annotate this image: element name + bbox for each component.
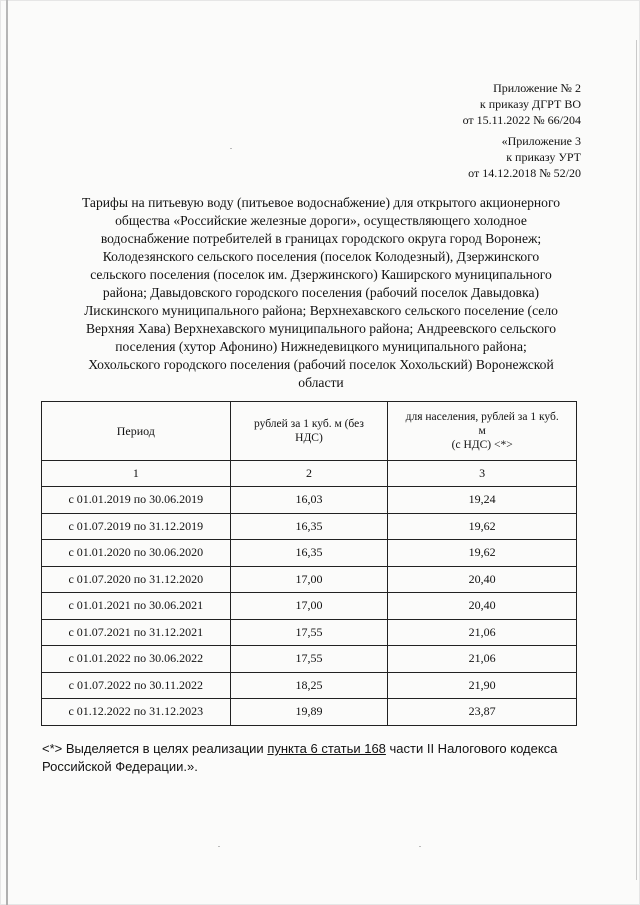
appendix-3-line: к приказу УРТ (506, 150, 581, 164)
header-incl-vat-line: м (478, 425, 486, 437)
table-header-row (42, 402, 577, 461)
scan-edge-right (636, 40, 637, 880)
table-row (42, 619, 577, 646)
appendix-2-line: Приложение № 2 (493, 81, 581, 95)
column-number: 1 (42, 461, 231, 487)
excl-vat-cell: 18,25 (230, 672, 388, 699)
header-incl-vat-line: (с НДС) <*> (451, 439, 513, 451)
incl-vat-cell: 19,24 (388, 487, 577, 514)
appendix-3-line: от 14.12.2018 № 52/20 (468, 166, 581, 180)
table-row (42, 593, 577, 620)
title-line: Лискинского муниципального района; Верхнехавского сельского поселение (село (84, 303, 558, 318)
incl-vat-cell: 23,87 (388, 699, 577, 726)
scan-edge-left (6, 0, 8, 905)
appendix-3-header (468, 133, 581, 181)
column-number: 2 (230, 461, 388, 487)
column-number: 3 (388, 461, 577, 487)
excl-vat-cell: 17,55 (230, 646, 388, 673)
title-line: района; Давыдовского городского поселения (рабочий поселок Давыдовка) (102, 285, 540, 300)
period-cell: с 01.01.2022 по 30.06.2022 (42, 646, 231, 673)
header-incl-vat-line: для населения, рублей за 1 куб. (405, 411, 559, 423)
incl-vat-cell: 21,90 (388, 672, 577, 699)
period-cell: с 01.07.2019 по 31.12.2019 (42, 513, 231, 540)
footnote-prefix: <*> Выделяется в целях реализации (42, 741, 268, 756)
title-line: области (298, 375, 344, 390)
period-cell: с 01.01.2020 по 30.06.2020 (42, 540, 231, 567)
table-row (42, 646, 577, 673)
title-line: водоснабжение потребителей в границах городского округа город Воронеж; (100, 231, 542, 246)
footnote (42, 740, 602, 776)
title-line: Верхняя Хава) Верхнехавского муниципального района; Андреевского сельского (85, 321, 557, 336)
excl-vat-cell: 17,00 (230, 593, 388, 620)
period-cell: с 01.07.2020 по 31.12.2020 (42, 566, 231, 593)
table-row (42, 672, 577, 699)
appendix-2-header (463, 80, 581, 128)
period-cell: с 01.07.2021 по 31.12.2021 (42, 619, 231, 646)
header-excl-vat (230, 402, 388, 461)
header-excl-vat-line: рублей за 1 куб. м (без (254, 418, 364, 430)
title-line: сельского поселения (поселок им. Дзержинского) Каширского муниципального (90, 267, 552, 282)
period-cell: с 01.07.2022 по 30.11.2022 (42, 672, 231, 699)
incl-vat-cell: 20,40 (388, 593, 577, 620)
table-row (42, 566, 577, 593)
column-number-row (42, 461, 577, 487)
header-period (42, 402, 231, 461)
scan-speck (230, 148, 232, 149)
table-row (42, 540, 577, 567)
header-incl-vat (388, 402, 577, 461)
header-period-label: Период (116, 423, 155, 438)
footnote-suffix: части II Налогового кодекса (385, 741, 558, 756)
title-line: Тарифы на питьевую воду (питьевое водоснабжение) для открытого акционерного (81, 195, 561, 210)
period-cell: с 01.01.2019 по 30.06.2019 (42, 487, 231, 514)
excl-vat-cell: 16,03 (230, 487, 388, 514)
incl-vat-cell: 19,62 (388, 513, 577, 540)
footnote-line: Российской Федерации.». (42, 759, 198, 774)
table-row (42, 513, 577, 540)
incl-vat-cell: 21,06 (388, 646, 577, 673)
title-line: поселения (хутор Афонино) Нижнедевицкого муниципального района; (115, 339, 527, 354)
excl-vat-cell: 16,35 (230, 513, 388, 540)
scan-speck (419, 846, 421, 847)
excl-vat-cell: 17,55 (230, 619, 388, 646)
period-cell: с 01.12.2022 по 31.12.2023 (42, 699, 231, 726)
title-line: Хохольского городского поселения (рабочий поселок Хохольский) Воронежской (88, 357, 554, 372)
title-line: Колодезянского сельского поселения (поселок Колодезный), Дзержинского (102, 249, 540, 264)
scan-speck (218, 846, 220, 847)
excl-vat-cell: 17,00 (230, 566, 388, 593)
appendix-2-line: к приказу ДГРТ ВО (479, 97, 581, 111)
header-excl-vat-line: НДС) (295, 432, 323, 444)
table-row (42, 487, 577, 514)
excl-vat-cell: 16,35 (230, 540, 388, 567)
appendix-2-line: от 15.11.2022 № 66/204 (462, 113, 581, 127)
table-row (42, 699, 577, 726)
excl-vat-cell: 19,89 (230, 699, 388, 726)
tax-code-link[interactable]: пункта 6 статьи 168 (267, 741, 386, 756)
title-line: общества «Российские железные дороги», осуществляющего холодное (115, 213, 527, 228)
document-title (40, 194, 602, 392)
incl-vat-cell: 20,40 (388, 566, 577, 593)
period-cell: с 01.01.2021 по 30.06.2021 (42, 593, 231, 620)
tariff-table (41, 401, 577, 726)
incl-vat-cell: 21,06 (388, 619, 577, 646)
appendix-3-line: «Приложение 3 (501, 134, 581, 148)
incl-vat-cell: 19,62 (388, 540, 577, 567)
footnote-line (42, 740, 602, 758)
